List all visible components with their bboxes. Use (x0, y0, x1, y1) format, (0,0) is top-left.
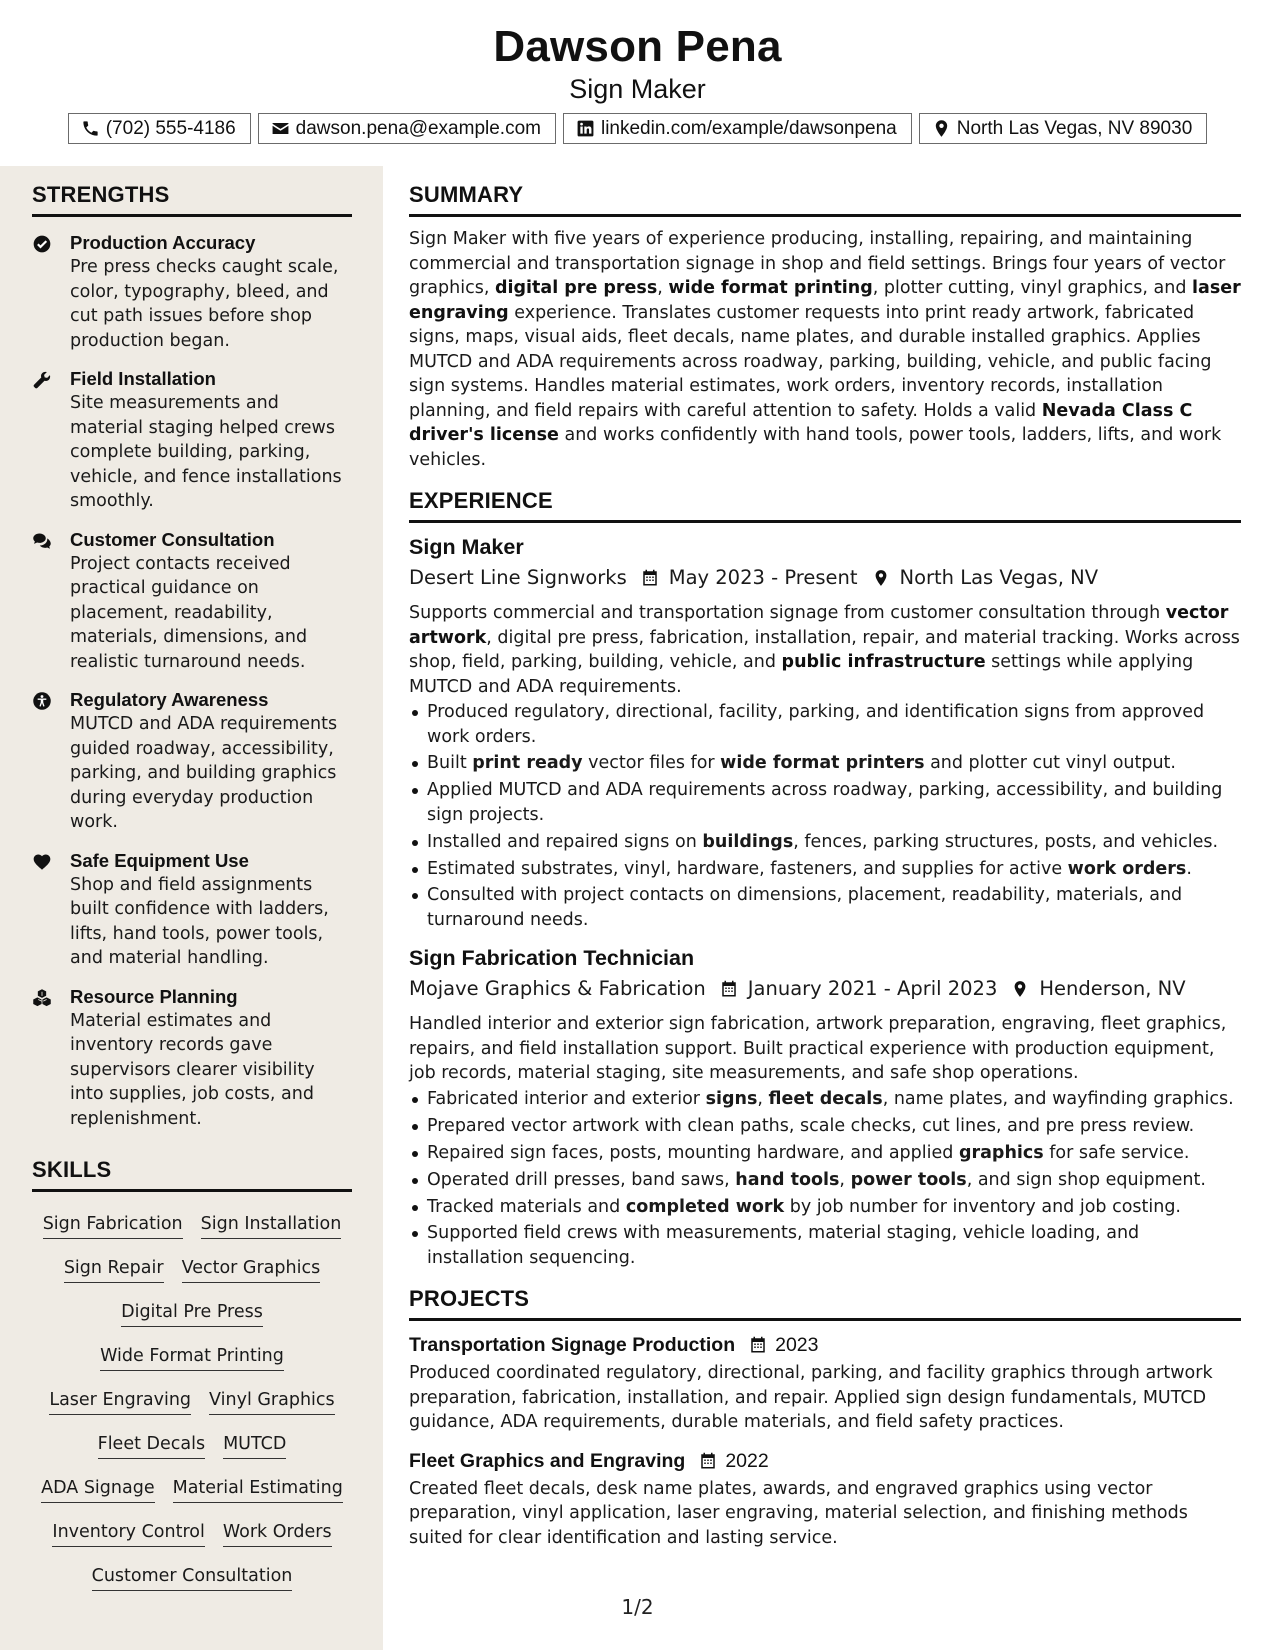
job-meta (409, 563, 1241, 593)
strength-title: Customer Consultation (70, 528, 275, 550)
project-description: Produced coordinated regulatory, directional, parking, and facility graphics through artwork preparation, fabrication, installation, and repair. Applied sign design fundamentals, MUTCD guidance, ADA requirements, durable materials, and field safety practices. (409, 1363, 1213, 1433)
strength-item (32, 849, 352, 971)
calendar-icon (699, 1452, 717, 1470)
page-indicator: 1/2 (621, 1595, 654, 1619)
strength-item (32, 367, 352, 514)
candidate-title: Sign Maker (569, 74, 706, 104)
bold-phrase: print ready (472, 753, 583, 774)
project-title: Fleet Graphics and Engraving (409, 1449, 686, 1472)
skill-tag: Customer Consultation (92, 1564, 293, 1591)
bold-phrase: Nevada Class C driver's license (409, 400, 1193, 445)
strength-desc: Project contacts received practical guidance on placement, readability, materials, dimensions, and realistic turnaround needs. (70, 553, 308, 672)
project-entry (409, 1447, 1241, 1551)
bold-phrase: vector artwork (409, 603, 1229, 648)
job-bullets (409, 700, 1241, 932)
skill-tag: ADA Signage (41, 1476, 154, 1503)
job-location: North Las Vegas, NV (899, 566, 1099, 589)
bullet-item: Produced regulatory, directional, facility, parking, and identification signs from approved work orders. (427, 700, 1241, 749)
bullet-item: Repaired sign faces, posts, mounting hardware, and applied graphics for safe service. (427, 1141, 1241, 1166)
strength-desc: Pre press checks caught scale, color, typography, bleed, and cut path issues before shop production began. (70, 257, 339, 351)
project-entry (409, 1331, 1241, 1435)
strength-title: Regulatory Awareness (70, 689, 269, 710)
bullet-item: Supported field crews with measurements, material staging, vehicle loading, and installation sequencing. (427, 1221, 1241, 1270)
contact-bar (0, 113, 1275, 144)
job-description: Supports commercial and transportation signage from customer consultation through vector artwork, digital pre press, fabrication, installation, repair, and material tracking. Works across shop, field, parking, building, vehicle, and public infrastructure settings while applying MUTCD and ADA requirements. (409, 603, 1240, 697)
job-dates: May 2023 - Present (668, 566, 858, 589)
linkedin-icon (576, 119, 595, 138)
heart-icon (32, 852, 52, 872)
bold-phrase: graphics (958, 1142, 1044, 1163)
job-entry (409, 944, 1241, 1270)
skill-tag: Digital Pre Press (121, 1300, 263, 1327)
envelope-icon (271, 119, 290, 138)
main-content (409, 166, 1241, 1550)
job-meta (409, 974, 1241, 1004)
skill-tag: Sign Repair (64, 1256, 164, 1283)
bold-phrase: work orders (1067, 858, 1187, 879)
bullet-item: Applied MUTCD and ADA requirements across roadway, parking, accessibility, and building sign projects. (427, 778, 1241, 827)
wrench-icon (32, 370, 52, 390)
project-description: Created fleet decals, desk name plates, awards, and engraved graphics using vector preparation, vinyl application, laser engraving, material selection, and finishing methods suited for clear identification and lasting service. (409, 1478, 1188, 1548)
bold-phrase: completed work (625, 1196, 785, 1217)
project-title-row (409, 1447, 1241, 1475)
skill-tag: Wide Format Printing (100, 1344, 284, 1371)
project-year: 2023 (775, 1334, 819, 1357)
bullet-item: Prepared vector artwork with clean paths, scale checks, cut lines, and pre press review. (427, 1114, 1241, 1139)
bullet-item: Operated drill presses, band saws, hand tools, power tools, and sign shop equipment. (427, 1168, 1241, 1193)
job-title: Sign Maker (409, 535, 524, 559)
check-circle-icon (32, 234, 52, 254)
bold-phrase: buildings (702, 831, 794, 852)
strength-item (32, 985, 352, 1132)
skills-heading: SKILLS (32, 1157, 352, 1192)
bullet-item: Built print ready vector files for wide format printers and plotter cut vinyl output. (427, 751, 1241, 776)
calendar-icon (641, 569, 659, 587)
strength-desc: Material estimates and inventory records gave supervisors clearer visibility into supplies, job costs, and replenishment. (70, 1010, 315, 1129)
summary-text: Sign Maker with five years of experience producing, installing, repairing, and maintaining commercial and transportation signage in shop and field settings. Brings four years of vector graphics, digital pre press, wide format printing, plotter cutting, vinyl graphics, and laser engraving experience. Translates customer requests into print ready artwork, fabricated signs, maps, visual aids, fleet decals, name plates, and durable installed graphics. Applies MUTCD and ADA requirements across roadway, parking, building, vehicle, and public facing sign systems. Handles material estimates, work orders, inventory records, installation planning, and field repairs with careful attention to safety. Holds a valid Nevada Class C driver's license and works confidently with hand tools, power tools, ladders, lifts, and work vehicles. (409, 229, 1241, 470)
bold-phrase: signs (705, 1088, 758, 1109)
skills-list (32, 1202, 352, 1598)
candidate-name: Dawson Pena (493, 22, 782, 71)
bullet-item: Tracked materials and completed work by job number for inventory and job costing. (427, 1195, 1241, 1220)
job-location: Henderson, NV (1039, 977, 1186, 1001)
skill-tag: Vinyl Graphics (209, 1388, 335, 1415)
bullet-item: Estimated substrates, vinyl, hardware, fasteners, and supplies for active work orders. (427, 857, 1241, 882)
skill-tag: Material Estimating (173, 1476, 343, 1503)
bullet-item: Fabricated interior and exterior signs, fleet decals, name plates, and wayfinding graphics. (427, 1087, 1241, 1112)
summary-heading: SUMMARY (409, 182, 1241, 217)
skill-tag: Work Orders (223, 1520, 332, 1547)
contact-email-text: dawson.pena@example.com (295, 117, 541, 139)
strength-item (32, 231, 352, 353)
bold-phrase: wide format printers (720, 753, 925, 774)
bold-phrase: wide format printing (668, 278, 873, 298)
contact-location (919, 113, 1208, 144)
strengths-heading: STRENGTHS (32, 182, 352, 217)
phone-icon (81, 119, 100, 138)
bold-phrase: hand tools (735, 1169, 840, 1190)
map-pin-icon (932, 119, 951, 138)
bold-phrase: laser engraving (409, 278, 1241, 323)
job-dates: January 2021 - April 2023 (747, 977, 998, 1001)
skill-tag: MUTCD (223, 1432, 286, 1459)
strength-title: Safe Equipment Use (70, 849, 249, 871)
cubes-icon (32, 988, 52, 1008)
map-pin-icon (1011, 980, 1029, 998)
skill-tag: Fleet Decals (98, 1432, 205, 1459)
skill-tag: Sign Fabrication (43, 1212, 183, 1239)
strength-item (32, 528, 352, 675)
strength-title: Production Accuracy (70, 232, 256, 253)
bold-phrase: fleet decals (768, 1088, 883, 1109)
bullet-item: Consulted with project contacts on dimensions, placement, readability, materials, and turnaround needs. (427, 883, 1241, 932)
job-company: Desert Line Signworks (409, 566, 627, 589)
project-title-row (409, 1331, 1241, 1359)
project-year: 2022 (725, 1449, 769, 1472)
comments-icon (32, 531, 52, 551)
skill-tag: Sign Installation (201, 1212, 342, 1239)
strength-item (32, 688, 352, 835)
bold-phrase: digital pre press (494, 278, 658, 298)
strength-desc: Shop and field assignments built confidence with ladders, lifts, hand tools, power tools, and material handling. (70, 874, 329, 968)
job-entry (409, 533, 1241, 932)
calendar-icon (749, 1336, 767, 1354)
accessibility-icon (32, 691, 52, 711)
project-title: Transportation Signage Production (409, 1334, 736, 1357)
contact-phone-text: (702) 555-4186 (105, 117, 236, 139)
contact-linkedin[interactable] (563, 113, 912, 144)
job-description: Handled interior and exterior sign fabrication, artwork preparation, engraving, fleet graphics, repairs, and field installation support. Built practical experience with production equipment, job records, material staging, site measurements, and safe shop operations. (409, 1014, 1227, 1084)
contact-phone[interactable] (68, 113, 251, 144)
job-title: Sign Fabrication Technician (409, 946, 695, 971)
strength-desc: MUTCD and ADA requirements guided roadway, accessibility, parking, and building graphics during everyday production work. (70, 714, 338, 832)
bold-phrase: public infrastructure (781, 652, 986, 672)
contact-location-text: North Las Vegas, NV 89030 (956, 117, 1193, 139)
map-pin-icon (872, 569, 890, 587)
contact-linkedin-text: linkedin.com/example/dawsonpena (600, 117, 897, 139)
resume-header (0, 0, 1275, 166)
calendar-icon (720, 980, 738, 998)
strength-desc: Site measurements and material staging helped crews complete building, parking, vehicle, and fence installations smoothly. (70, 393, 342, 511)
strength-title: Field Installation (70, 368, 216, 389)
strength-title: Resource Planning (70, 985, 238, 1007)
projects-heading: PROJECTS (409, 1286, 1241, 1321)
contact-email[interactable] (258, 113, 556, 144)
skill-tag: Laser Engraving (49, 1388, 191, 1415)
bold-phrase: power tools (850, 1169, 967, 1190)
skill-tag: Vector Graphics (182, 1256, 321, 1283)
job-bullets (409, 1087, 1241, 1270)
experience-heading: EXPERIENCE (409, 488, 1241, 523)
sidebar (0, 166, 383, 1650)
bullet-item: Installed and repaired signs on buildings, fences, parking structures, posts, and vehicles. (427, 830, 1241, 855)
skill-tag: Inventory Control (52, 1520, 204, 1547)
job-company: Mojave Graphics & Fabrication (409, 977, 706, 1001)
